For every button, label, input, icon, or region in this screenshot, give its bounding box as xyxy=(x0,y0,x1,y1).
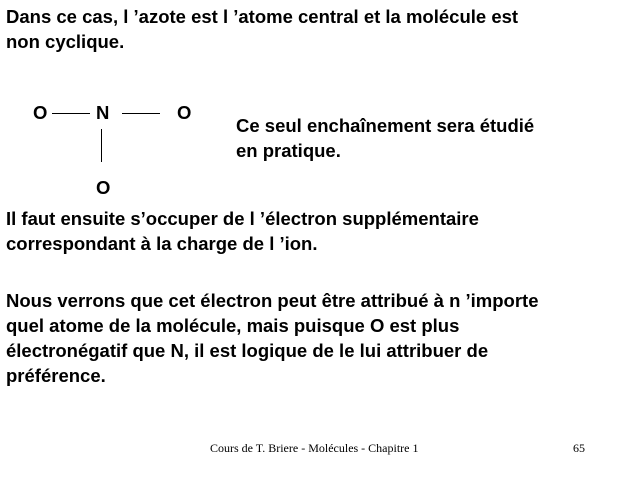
atom-oxygen-left: O xyxy=(33,102,48,123)
paragraph-line: quel atome de la molécule, mais puisque O est plus xyxy=(6,315,460,336)
intro-paragraph xyxy=(6,4,518,54)
bond-right xyxy=(122,113,160,114)
paragraph-line: électronégatif que N, il est logique de le lui attribuer de xyxy=(6,340,489,361)
bond-left xyxy=(52,113,90,114)
note-line: Ce seul enchaînement sera étudié xyxy=(236,115,535,136)
bond-down xyxy=(101,129,102,162)
footer-course-title: Cours de T. Briere - Molécules - Chapitre 1 xyxy=(210,441,419,455)
page-number: 65 xyxy=(573,441,585,455)
intro-line: Dans ce cas, l ’azote est l ’atome central et la molécule est xyxy=(6,6,519,27)
paragraph-line: Il faut ensuite s’occuper de l ’électron supplémentaire xyxy=(6,208,479,229)
atom-oxygen-right: O xyxy=(177,102,192,123)
atom-oxygen-bottom: O xyxy=(96,177,111,198)
paragraph-line: Nous verrons que cet électron peut être attribué à n ’importe xyxy=(6,290,539,311)
intro-line: non cyclique. xyxy=(6,31,125,52)
paragraph-line: correspondant à la charge de l ’ion. xyxy=(6,233,318,254)
note-line: en pratique. xyxy=(236,140,341,161)
paragraph-line: préférence. xyxy=(6,365,106,386)
electron-paragraph xyxy=(6,206,479,256)
structure-note xyxy=(236,113,534,163)
attribution-paragraph xyxy=(6,288,539,388)
atom-nitrogen-center: N xyxy=(96,102,110,123)
